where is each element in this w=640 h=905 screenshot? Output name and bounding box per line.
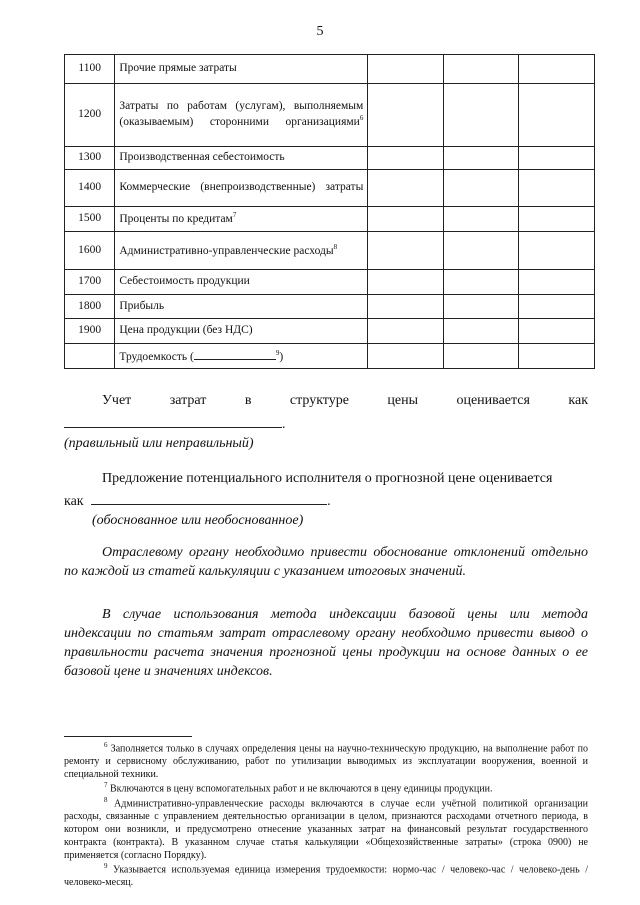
value-cell[interactable] bbox=[519, 55, 595, 84]
deviation-instruction: Отраслевому органу необходимо привести обоснование отклонений отдельно по каждой из статей калькуляции с указанием итоговых значений. bbox=[64, 545, 588, 579]
table-row bbox=[65, 147, 595, 170]
value-cell[interactable] bbox=[443, 344, 519, 369]
row-code: 1300 bbox=[65, 147, 115, 170]
table-row bbox=[65, 207, 595, 232]
footnote-ref: 9 bbox=[275, 348, 280, 357]
row-code: 1900 bbox=[65, 319, 115, 344]
row-code: 1600 bbox=[65, 232, 115, 270]
table-row bbox=[65, 295, 595, 319]
row-name: Себестоимость продукции bbox=[115, 270, 368, 295]
footnote: $^6$ Заполняется только в случаях определения цены на научно-техническую продукцию, на выполнение работ по ремонту и сервисному обслуживанию, работ по утилизации выводимых из эксплуатации вооружения, военной и специальной техники. bbox=[64, 741, 588, 781]
value-cell[interactable] bbox=[368, 295, 444, 319]
footnote-ref: 7 bbox=[232, 211, 237, 220]
value-cell[interactable] bbox=[443, 84, 519, 147]
table-row bbox=[65, 270, 595, 295]
value-cell[interactable] bbox=[519, 207, 595, 232]
blank-line[interactable] bbox=[64, 413, 282, 428]
price-proposal-assessment: Предложение потенциального исполнителя о прогнозной цене оценивается как . (обоснованное или необоснованное) bbox=[64, 470, 588, 531]
footnote-ref: 6 bbox=[359, 114, 364, 123]
assessment-sentence: Учет затрат в структуре цены оценивается как bbox=[102, 393, 588, 408]
value-cell[interactable] bbox=[519, 344, 595, 369]
footnote: $^9$ Указывается используемая единица измерения трудоемкости: нормо-час / человеко-час / человеко-день / человеко-месяц. bbox=[64, 861, 588, 889]
footnotes bbox=[64, 741, 588, 889]
table-row bbox=[65, 84, 595, 147]
row-code: 1100 bbox=[65, 55, 115, 84]
row-code: 1400 bbox=[65, 170, 115, 207]
proposal-sentence: Предложение потенциального исполнителя о прогнозной цене оценивается bbox=[102, 471, 553, 486]
cost-accounting-assessment: Учет затрат в структуре цены оценивается как . (правильный или неправильный) bbox=[64, 392, 588, 454]
row-name: Коммерческие (внепроизводственные) затраты bbox=[115, 170, 368, 207]
value-cell[interactable] bbox=[519, 170, 595, 207]
value-cell[interactable] bbox=[443, 270, 519, 295]
value-cell[interactable] bbox=[519, 232, 595, 270]
row-name: Прочие прямые затраты bbox=[115, 55, 368, 84]
value-cell[interactable] bbox=[443, 295, 519, 319]
row-code: 1800 bbox=[65, 295, 115, 319]
table-row bbox=[65, 344, 595, 369]
footnote: $^7$ Включаются в цену вспомогательных работ и не включаются в цену единицы продукции. bbox=[104, 781, 493, 795]
row-code bbox=[65, 344, 115, 369]
value-cell[interactable] bbox=[368, 270, 444, 295]
row-name: Производственная себестоимость bbox=[115, 147, 368, 170]
blank-line[interactable] bbox=[91, 490, 327, 505]
hint-correct: (правильный или неправильный) bbox=[64, 435, 254, 451]
value-cell[interactable] bbox=[519, 295, 595, 319]
indexation-instruction: В случае использования метода индексации базовой цены или метода индексации по статьям затрат отраслевому органу необходимо привести вывод о правильности расчета значения прогнозной цены продукции на основе данных о ее базовой цене и значениях индексов. bbox=[64, 607, 588, 679]
value-cell[interactable] bbox=[443, 207, 519, 232]
hint-justified: (обоснованное или необоснованное) bbox=[92, 512, 304, 528]
cost-table bbox=[64, 54, 595, 369]
value-cell[interactable] bbox=[519, 319, 595, 344]
table-row bbox=[65, 55, 595, 84]
row-name: Административно-управленческие расходы$^8$ bbox=[115, 232, 368, 270]
row-name: Цена продукции (без НДС) bbox=[115, 319, 368, 344]
value-cell[interactable] bbox=[368, 55, 444, 84]
value-cell[interactable] bbox=[368, 84, 444, 147]
row-code: 1500 bbox=[65, 207, 115, 232]
row-name: Затраты по работам (услугам), выполняемым (оказываемым) сторонними организациями$^6$ bbox=[115, 84, 368, 147]
footnote: $^8$ Административно-управленческие расходы включаются в случае если учётной политикой организации расходы, связанные с управлением деятельностью организации в целом, признаются расходами отчетного периода, в котором они возникли, и предусмотрено отнесение указанных затрат на финансовый результат государственного контракта (контракта). В указанном случае статья калькуляции «Общехозяйственные затраты» (строка 0900) не применяется (согласно Порядку). bbox=[64, 795, 588, 861]
footnote-divider bbox=[64, 736, 192, 737]
value-cell[interactable] bbox=[443, 55, 519, 84]
value-cell[interactable] bbox=[368, 170, 444, 207]
value-cell[interactable] bbox=[443, 170, 519, 207]
table-row bbox=[65, 232, 595, 270]
page-number: 5 bbox=[316, 24, 324, 39]
unit-blank[interactable] bbox=[194, 348, 276, 360]
value-cell[interactable] bbox=[443, 319, 519, 344]
value-cell[interactable] bbox=[368, 147, 444, 170]
table-row bbox=[65, 170, 595, 207]
value-cell[interactable] bbox=[519, 270, 595, 295]
value-cell[interactable] bbox=[368, 319, 444, 344]
value-cell[interactable] bbox=[519, 147, 595, 170]
value-cell[interactable] bbox=[368, 207, 444, 232]
row-code: 1700 bbox=[65, 270, 115, 295]
value-cell[interactable] bbox=[368, 232, 444, 270]
footnote-ref: 8 bbox=[333, 242, 338, 251]
table-row bbox=[65, 319, 595, 344]
value-cell[interactable] bbox=[443, 147, 519, 170]
row-name: Трудоемкость ( $^9$) bbox=[115, 344, 368, 369]
value-cell[interactable] bbox=[519, 84, 595, 147]
value-cell[interactable] bbox=[368, 344, 444, 369]
value-cell[interactable] bbox=[443, 232, 519, 270]
row-name: Проценты по кредитам$^7$ bbox=[115, 207, 368, 232]
row-code: 1200 bbox=[65, 84, 115, 147]
row-name: Прибыль bbox=[115, 295, 368, 319]
